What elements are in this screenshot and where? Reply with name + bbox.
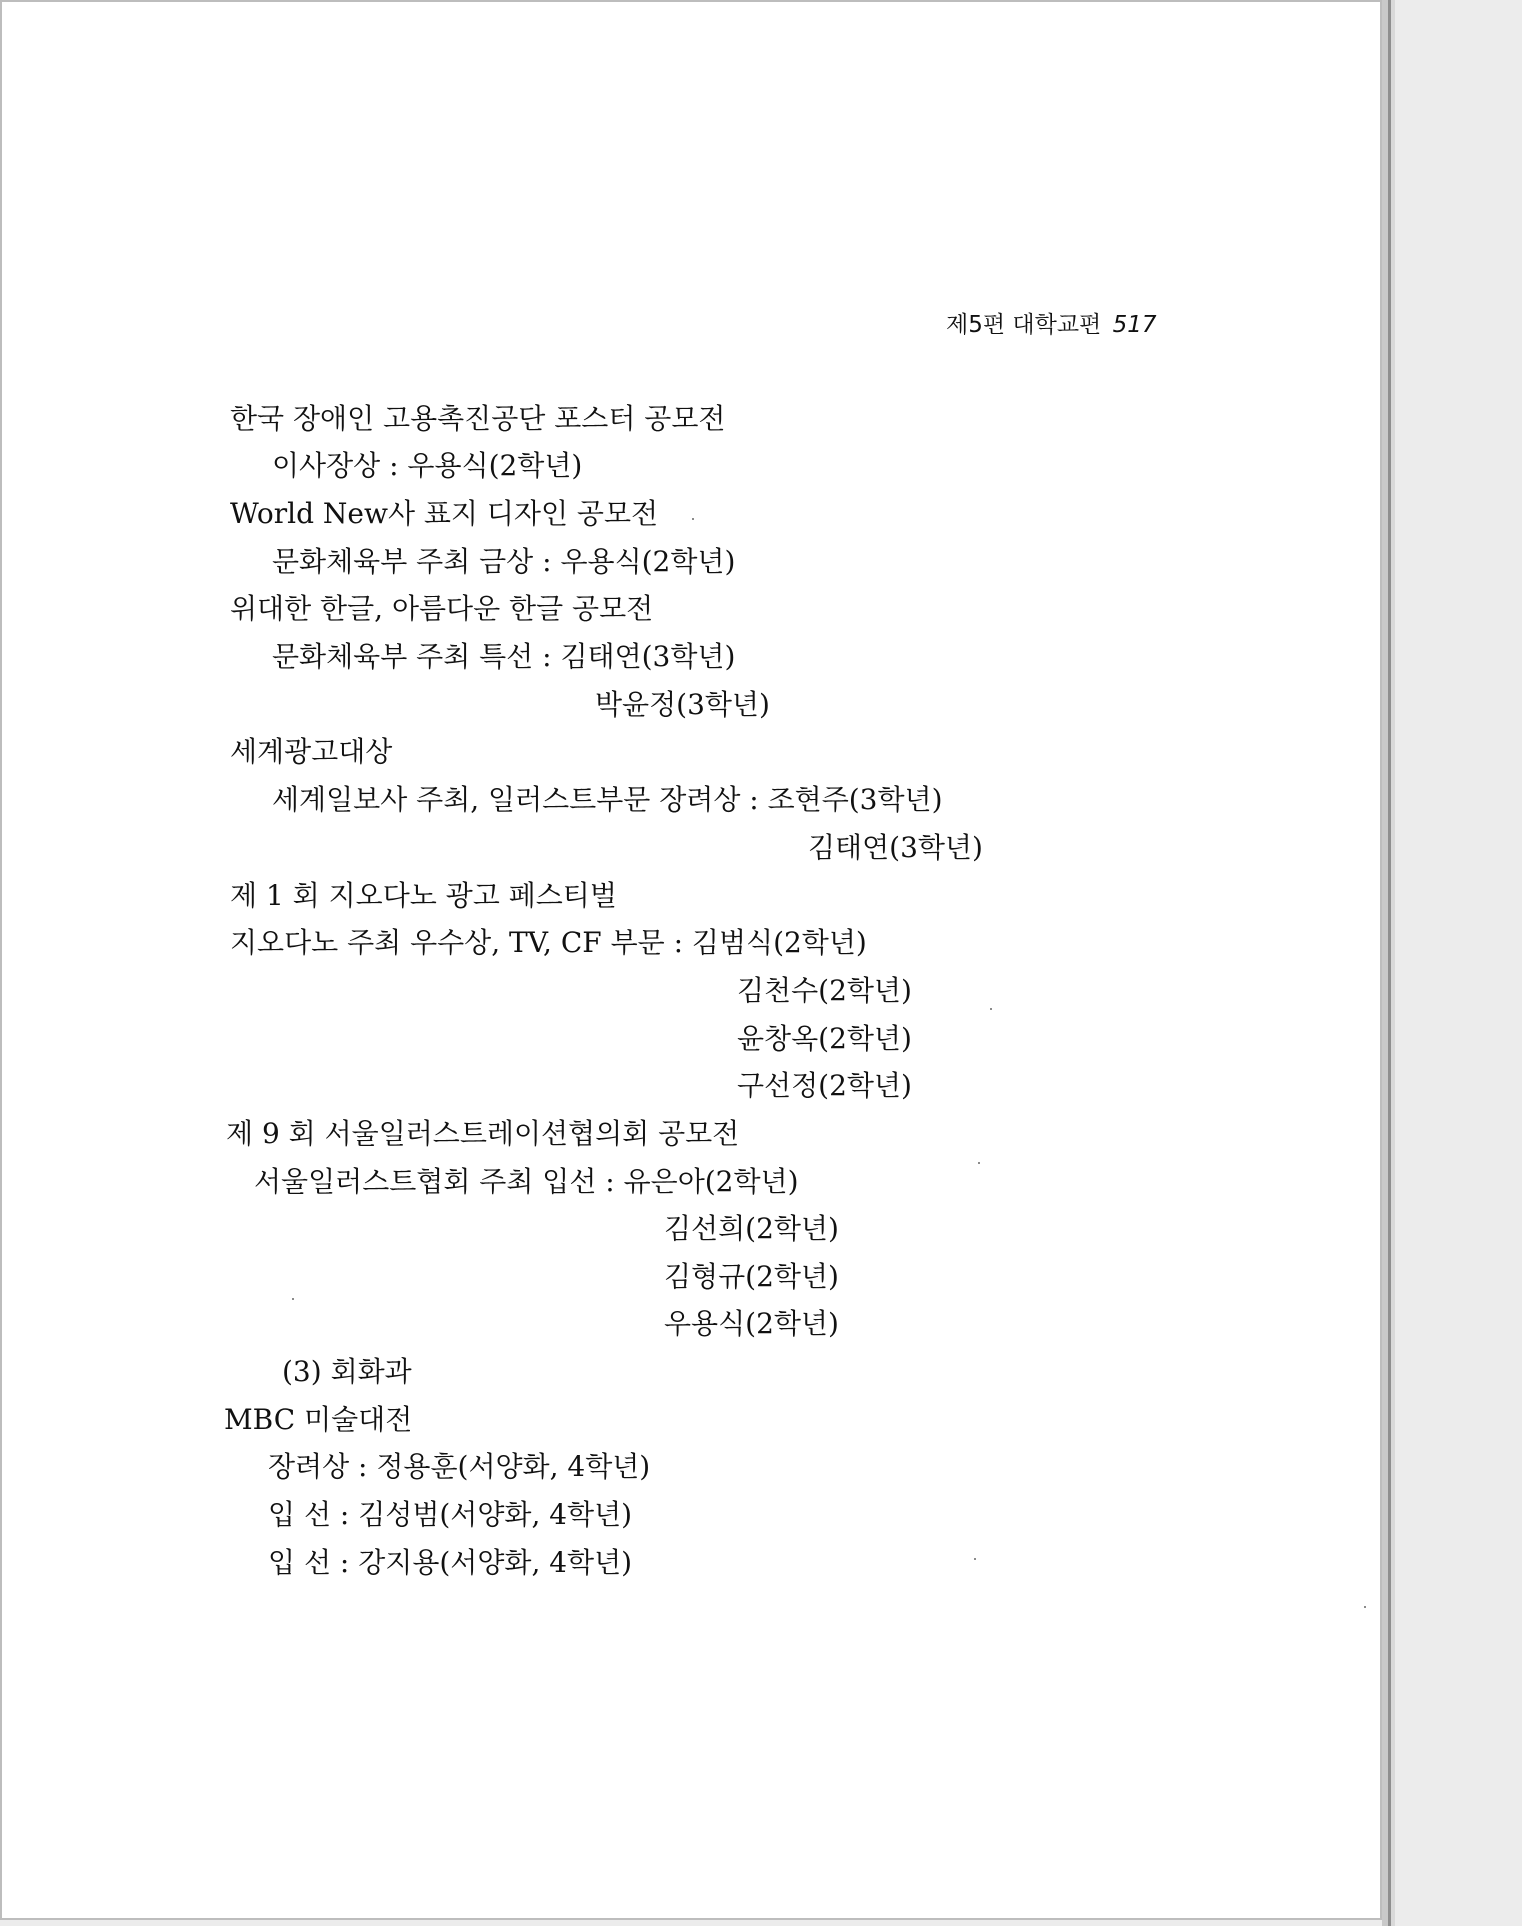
contest-heading: 제 9 회 서울일러스트레이션협의회 공모전 [226, 1117, 740, 1150]
scan-speck [692, 518, 694, 520]
section-title: 제5편 대학교편 [946, 312, 1102, 338]
winner-name: 박윤정(3학년) [595, 688, 770, 721]
page-number: 517 [1112, 312, 1157, 338]
award-line: 문화체육부 주최 금상 : 우용식(2학년) [272, 545, 736, 578]
scan-speck [978, 1162, 980, 1164]
contest-heading: 한국 장애인 고용촉진공단 포스터 공모전 [230, 402, 726, 435]
winner-name: 김선희(2학년) [664, 1212, 839, 1245]
scan-speck [1364, 1606, 1366, 1608]
award-line: 지오다노 주최 우수상, TV, CF 부문 : 김범식(2학년) [230, 926, 867, 959]
department-heading: (3) 회화과 [282, 1355, 412, 1388]
page-edge-shadow [1391, 0, 1395, 1926]
winner-name: 구선정(2학년) [737, 1069, 912, 1102]
contest-heading: World New사 표지 디자인 공모전 [230, 497, 659, 530]
award-line: 입 선 : 김성범(서양화, 4학년) [268, 1498, 633, 1531]
award-line: 문화체육부 주최 특선 : 김태연(3학년) [272, 640, 736, 673]
scan-speck [292, 1298, 294, 1300]
award-line: 입 선 : 강지용(서양화, 4학년) [268, 1546, 633, 1579]
award-line: 장려상 : 정용훈(서양화, 4학년) [268, 1450, 651, 1483]
award-line: 세계일보사 주최, 일러스트부문 장려상 : 조현주(3학년) [272, 783, 943, 816]
contest-heading: MBC 미술대전 [224, 1403, 413, 1436]
winner-name: 김형규(2학년) [664, 1260, 839, 1293]
winner-name: 김태연(3학년) [808, 831, 983, 864]
running-header [946, 306, 1156, 339]
contest-heading: 제 1 회 지오다노 광고 페스티벌 [230, 879, 617, 912]
scan-speck [974, 1558, 976, 1560]
award-line: 서울일러스트협회 주최 입선 : 유은아(2학년) [254, 1165, 799, 1198]
scan-speck [990, 1008, 992, 1010]
contest-heading: 위대한 한글, 아름다운 한글 공모전 [230, 592, 654, 625]
contest-heading: 세계광고대상 [230, 735, 393, 768]
award-line: 이사장상 : 우용식(2학년) [272, 449, 583, 482]
winner-name: 윤창옥(2학년) [737, 1022, 912, 1055]
winner-name: 김천수(2학년) [737, 974, 912, 1007]
winner-name: 우용식(2학년) [664, 1307, 839, 1340]
